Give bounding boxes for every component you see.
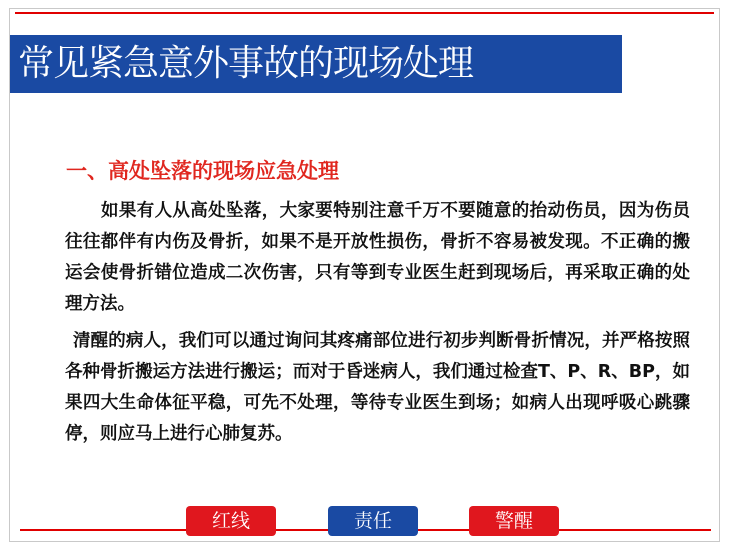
- tag-alert: 警醒: [469, 506, 559, 536]
- tag-responsibility: 责任: [328, 506, 418, 536]
- tag-red-line: 红线: [186, 506, 276, 536]
- paragraph-fall-guidance: 如果有人从高处坠落，大家要特别注意千万不要随意的抬动伤员，因为伤员往往都伴有内伤及骨折，如果不是开放性损伤，骨折不容易被发现。不正确的搬运会使骨折错位造成二次伤害，只有等到专业医生赶到现场后，再采取正确的处理方法。: [65, 201, 690, 314]
- slide-frame: [9, 8, 720, 542]
- page-title: 常见紧急意外事故的现场处理: [18, 43, 474, 84]
- paragraph-assessment: 清醒的病人，我们可以通过询问其疼痛部位进行初步判断骨折情况，并严格按照各种骨折搬运方法进行搬运；而对于昏迷病人，我们通过检查T、P、R、BP，如果四大生命体征平稳，可先不处理，等待专业医生到场；如病人出现呼吸心跳骤停，则应马上进行心肺复苏。: [65, 331, 690, 444]
- top-divider: [15, 12, 714, 14]
- title-banner: [10, 35, 622, 93]
- section-heading: 一、高处坠落的现场应急处理: [66, 159, 339, 183]
